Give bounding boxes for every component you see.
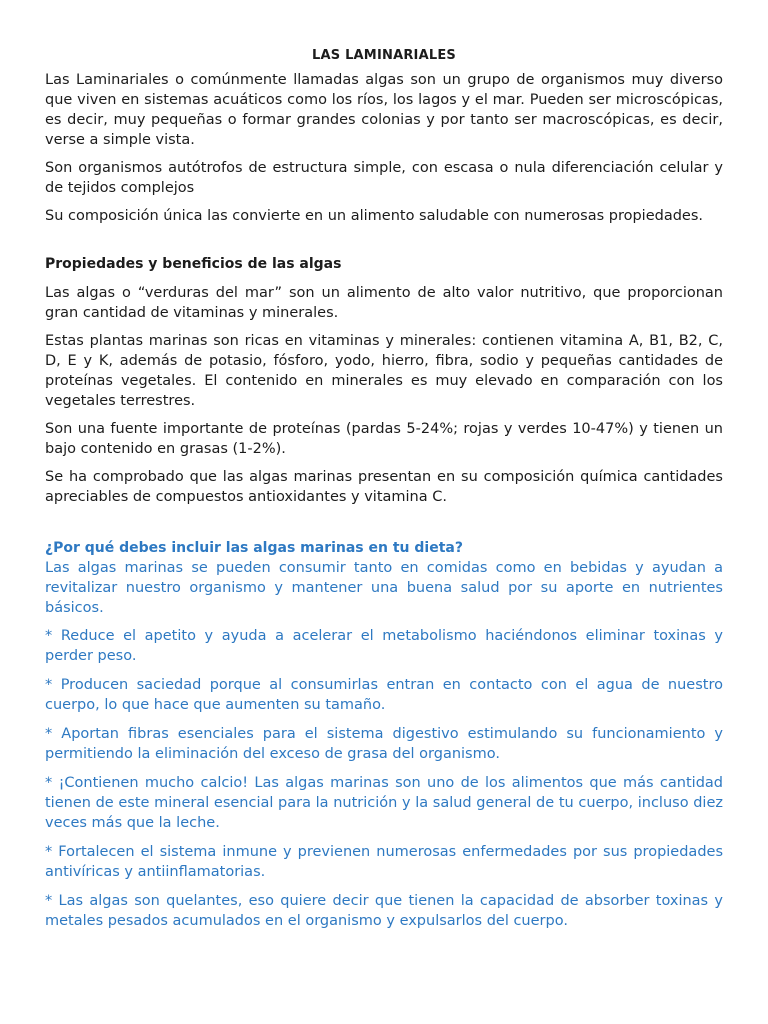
benefit-item: * Aportan fibras esenciales para el sistema digestivo estimulando su funcionamiento y permitiendo la eliminación del exceso de grasa del organismo. bbox=[45, 726, 723, 762]
properties-paragraph: Se ha comprobado que las algas marinas presentan en su composición química cantidades apreciables de compuestos antioxidantes y vitamina C. bbox=[45, 469, 723, 505]
document-page bbox=[45, 48, 723, 940]
benefit-item: * Producen saciedad porque al consumirlas entran en contacto con el agua de nuestro cuerpo, lo que hace que aumenten su tamaño. bbox=[45, 677, 723, 713]
diet-heading: ¿Por qué debes incluir las algas marinas en tu dieta? bbox=[45, 540, 463, 556]
benefit-item: * ¡Contienen mucho calcio! Las algas marinas son uno de los alimentos que más cantidad tienen de este mineral esencial para la nutrición y la salud general de tu cuerpo, incluso diez veces más que la leche. bbox=[45, 775, 723, 831]
properties-paragraph: Son una fuente importante de proteínas (pardas 5-24%; rojas y verdes 10-47%) y tienen un bajo contenido en grasas (1-2%). bbox=[45, 421, 723, 457]
diet-intro-paragraph: Las algas marinas se pueden consumir tanto en comidas como en bebidas y ayudan a revitalizar nuestro organismo y mantener una buena salud por su aporte en nutrientes básicos. bbox=[45, 560, 723, 616]
benefit-item: * Fortalecen el sistema inmune y previenen numerosas enfermedades por sus propiedades antivíricas y antiinflamatorias. bbox=[45, 844, 723, 880]
properties-heading: Propiedades y beneficios de las algas bbox=[45, 256, 342, 272]
benefit-item: * Reduce el apetito y ayuda a acelerar el metabolismo haciéndonos eliminar toxinas y perder peso. bbox=[45, 628, 723, 664]
intro-paragraph: Son organismos autótrofos de estructura simple, con escasa o nula diferenciación celular y de tejidos complejos bbox=[45, 160, 723, 196]
properties-paragraph: Estas plantas marinas son ricas en vitaminas y minerales: contienen vitamina A, B1, B2, C, D, E y K, además de potasio, fósforo, yodo, hierro, fibra, sodio y pequeñas cantidades de proteínas vegetales. El contenido en minerales es muy elevado en comparación con los vegetales terrestres. bbox=[45, 333, 723, 409]
properties-paragraph: Las algas o “verduras del mar” son un alimento de alto valor nutritivo, que proporcionan gran cantidad de vitaminas y minerales. bbox=[45, 285, 723, 321]
benefit-item: * Las algas son quelantes, eso quiere decir que tienen la capacidad de absorber toxinas y metales pesados acumulados en el organismo y expulsarlos del cuerpo. bbox=[45, 893, 723, 929]
document-title: LAS LAMINARIALES bbox=[312, 48, 456, 63]
intro-paragraph: Las Laminariales o comúnmente llamadas algas son un grupo de organismos muy diverso que viven en sistemas acuáticos como los ríos, los lagos y el mar. Pueden ser microscópicas, es decir, muy pequeñas o formar grandes colonias y por tanto ser macroscópicas, es decir, verse a simple vista. bbox=[45, 72, 723, 148]
intro-paragraph: Su composición única las convierte en un alimento saludable con numerosas propiedades. bbox=[45, 208, 703, 224]
